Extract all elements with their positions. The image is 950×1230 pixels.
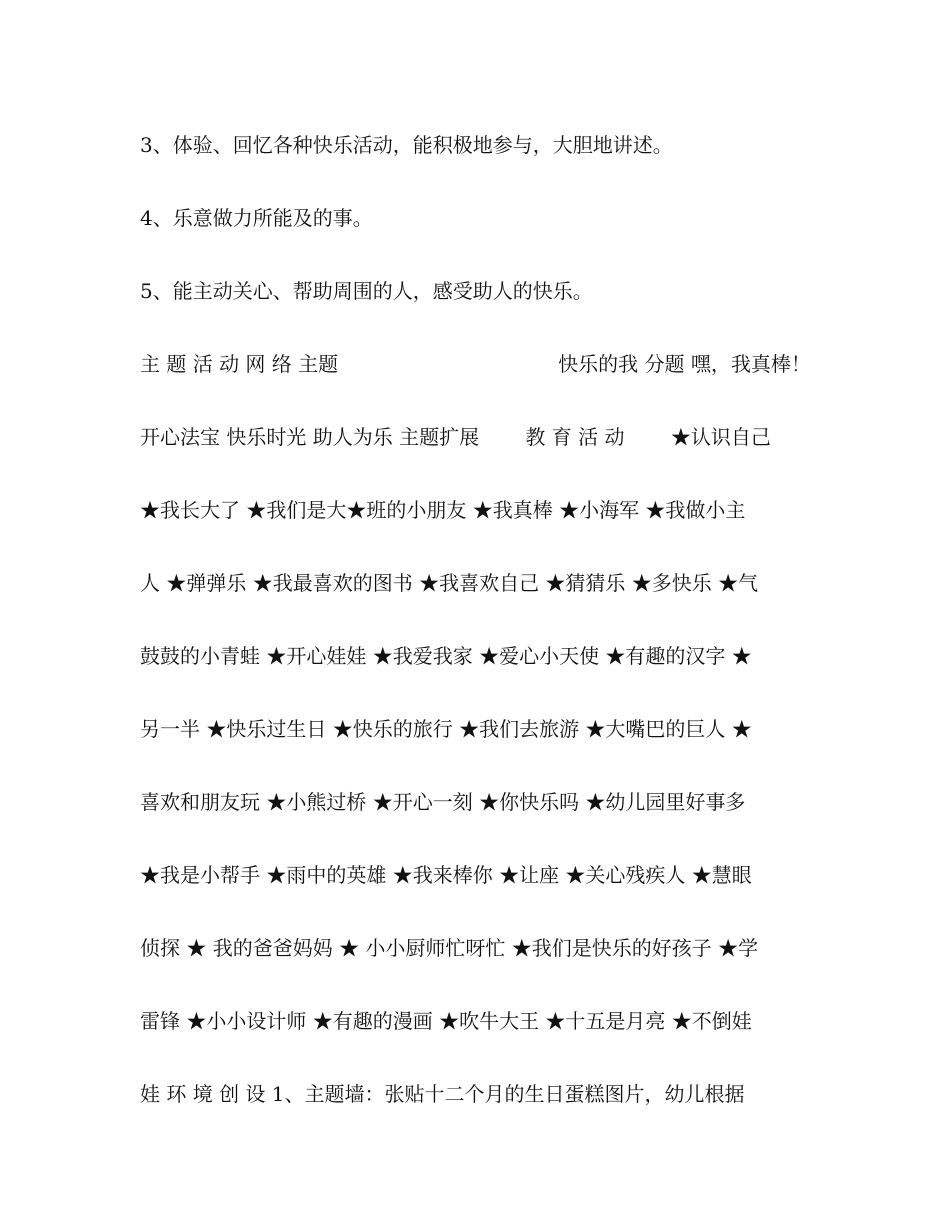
text-line: 另一半 ★快乐过生日 ★快乐的旅行 ★我们去旅游 ★大嘴巴的巨人 ★: [140, 717, 752, 741]
text-line: 3、体验、回忆各种快乐活动，能积极地参与，大胆地讲述。: [140, 133, 673, 157]
text-line: 主 题 活 动 网 络 主题 快乐的我 分题 嘿，我真棒！: [140, 352, 811, 376]
text-line: 开心法宝 快乐时光 助人为乐 主题扩展 教 育 活 动 ★认识自己: [140, 425, 771, 449]
text-line: 娃 环 境 创 设 1、主题墙：张贴十二个月的生日蛋糕图片，幼儿根据: [140, 1082, 745, 1106]
text-line: 鼓鼓的小青蛙 ★开心娃娃 ★我爱我家 ★爱心小天使 ★有趣的汉字 ★: [140, 644, 752, 668]
text-line: 人 ★弹弹乐 ★我最喜欢的图书 ★我喜欢自己 ★猜猜乐 ★多快乐 ★气: [140, 571, 759, 595]
text-line: 侦探 ★ 我的爸爸妈妈 ★ 小小厨师忙呀忙 ★我们是快乐的好孩子 ★学: [140, 936, 759, 960]
text-line: ★我长大了 ★我们是大★班的小朋友 ★我真棒 ★小海军 ★我做小主: [140, 498, 746, 522]
text-line: 5、能主动关心、帮助周围的人，感受助人的快乐。: [140, 279, 593, 303]
text-line: ★我是小帮手 ★雨中的英雄 ★我来棒你 ★让座 ★关心残疾人 ★慧眼: [140, 863, 752, 887]
text-line: 4、乐意做力所能及的事。: [140, 206, 373, 230]
text-line: 喜欢和朋友玩 ★小熊过桥 ★开心一刻 ★你快乐吗 ★幼儿园里好事多: [140, 790, 746, 814]
text-line: 雷锋 ★小小设计师 ★有趣的漫画 ★吹牛大王 ★十五是月亮 ★不倒娃: [140, 1009, 752, 1033]
